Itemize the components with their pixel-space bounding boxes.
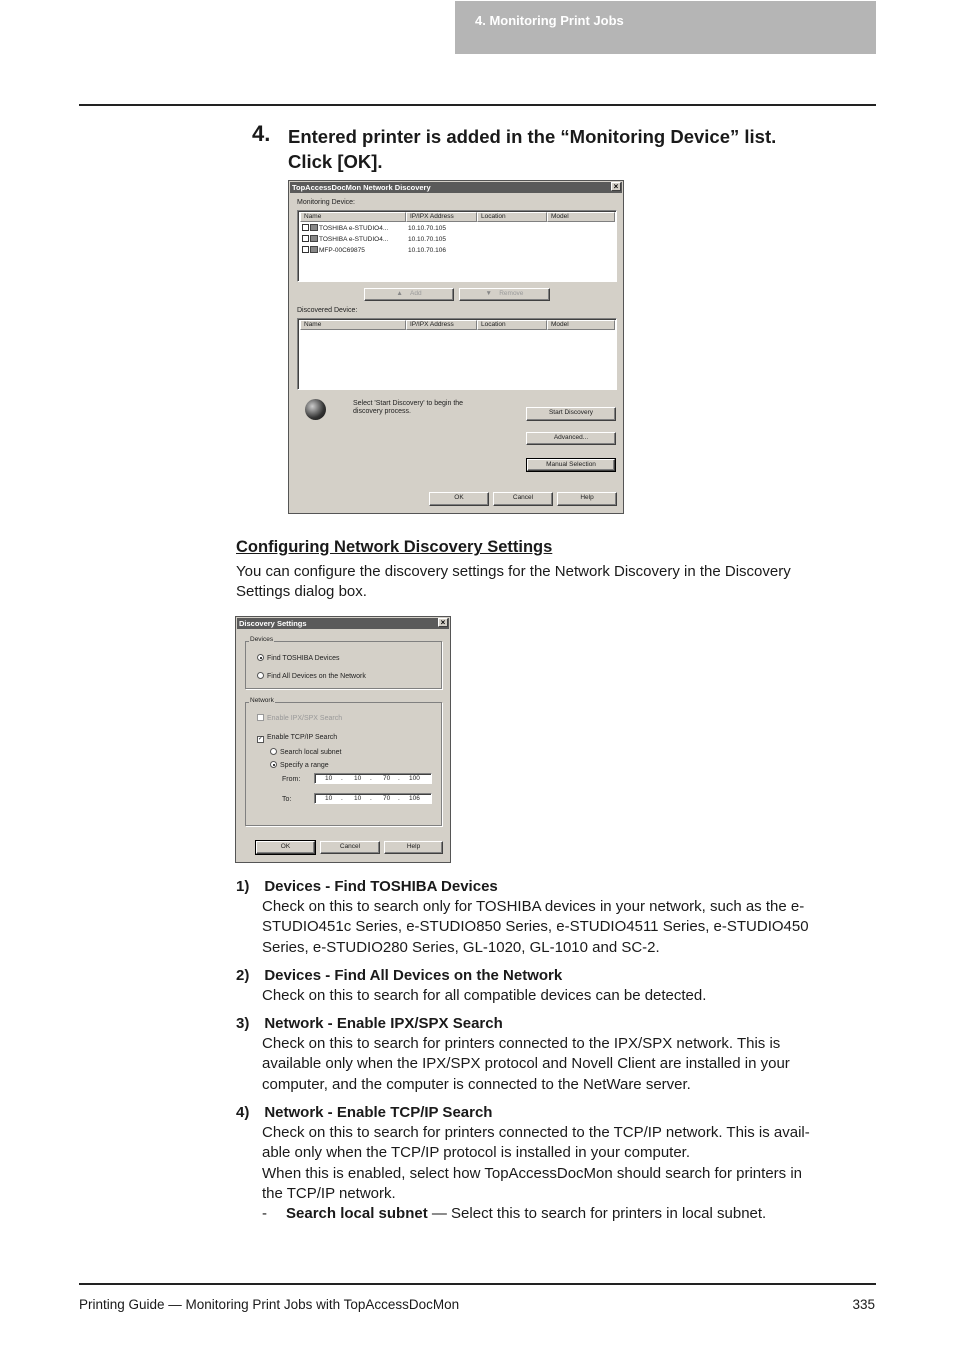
col-name[interactable]: Name [300,212,406,222]
section-intro: You can configure the discovery settings for the Network Discovery in the Discovery Settings dialog box. [236,563,791,601]
col-ip[interactable]: IP/IPX Address [406,320,477,330]
step-line-2: Click [OK]. [288,151,383,172]
section-title: Configuring Network Discovery Settings [236,538,553,556]
monitoring-device-list[interactable] [297,210,617,282]
globe-icon [305,399,326,420]
header-rule [79,104,876,106]
discovered-device-list[interactable] [297,318,617,390]
remove-button[interactable]: ▼ Remove [459,288,550,301]
dialog-title-bar [290,182,622,193]
up-arrow-icon: ▲ [396,290,403,297]
devices-group-label: Devices [250,636,274,643]
dialog-title-bar [237,618,449,629]
search-local-bullet [262,1204,882,1224]
section-tab-label: 4. Monitoring Print Jobs [475,13,624,28]
from-ip-field[interactable]: 10 . 10 . 70 . 100 [314,773,432,784]
row-name: TOSHIBA e-STUDIO4... [319,225,389,232]
item-1-heading: 1) Devices - Find TOSHIBA Devices [236,878,498,895]
col-model[interactable]: Model [547,320,615,330]
find-toshiba-radio[interactable]: Find TOSHIBA Devices [257,654,340,662]
step-text [288,124,868,174]
row-checkbox[interactable] [302,235,309,242]
item-2-heading: 2) Devices - Find All Devices on the Network [236,967,563,984]
help-button[interactable]: Help [557,492,617,506]
printer-icon [310,246,318,253]
down-arrow-icon: ▼ [485,290,492,297]
printer-icon [310,235,318,242]
network-group-label: Network [250,697,274,704]
enable-tcp-checkbox[interactable]: ✓ Enable TCP/IP Search [258,734,338,742]
dialog-title: TopAccessDocMon Network Discovery [292,183,431,192]
find-all-radio[interactable]: Find All Devices on the Network [257,672,366,680]
row-checkbox[interactable] [302,246,309,253]
help-button[interactable]: Help [384,841,443,854]
item-4-body: Check on this to search for printers connected to the TCP/IP network. This is avail- able only when the TCP/IP protocol is installed in your computer. When this is enabled, select how TopAccessDocMon should search for printers in the TCP/IP network. [262,1124,810,1202]
from-label: From: [282,776,301,783]
footer-rule [79,1283,876,1285]
col-ip[interactable]: IP/IPX Address [406,212,477,222]
cancel-button[interactable]: Cancel [493,492,553,506]
close-icon[interactable]: × [611,182,621,191]
item-3-body: Check on this to search for printers connected to the IPX/SPX network. This is available only when the IPX/SPX protocol and Novell Client are installed in your computer, and the computer is connected to the NetWare server. [262,1035,790,1093]
ok-button[interactable]: OK [429,492,489,506]
step-number: 4. [252,121,271,146]
row-name: TOSHIBA e-STUDIO4... [319,236,389,243]
bullet-text: — Select this to search for printers in local subnet. [427,1205,767,1222]
row-ip: 10.10.70.106 [408,247,446,254]
close-icon[interactable]: × [438,618,448,627]
monitoring-device-label: Monitoring Device: [297,199,355,206]
footer-title: Printing Guide — Monitoring Print Jobs with TopAccessDocMon [79,1297,460,1312]
col-location[interactable]: Location [477,212,547,222]
specify-range-radio[interactable]: Specify a range [270,761,329,769]
advanced-button[interactable]: Advanced... [526,432,616,445]
devices-group [245,641,442,689]
row-ip: 10.10.70.105 [408,236,446,243]
search-local-radio[interactable]: Search local subnet [270,748,341,756]
dialog-title: Discovery Settings [239,619,307,628]
table-row[interactable] [302,246,365,256]
row-checkbox[interactable] [302,224,309,231]
table-row[interactable] [302,224,388,234]
checkmark-icon: ✓ [258,736,264,742]
page-number: 335 [852,1297,875,1312]
row-ip: 10.10.70.105 [408,225,446,232]
to-label: To: [282,796,292,803]
row-name: MFP-00C69875 [319,247,365,254]
step-line-1: Entered printer is added in the “Monitoring Device” list. [288,126,777,147]
col-location[interactable]: Location [477,320,547,330]
cancel-button[interactable]: Cancel [320,841,380,854]
discovered-device-label: Discovered Device: [297,307,358,314]
item-2-body: Check on this to search for all compatible devices can be detected. [262,987,707,1004]
discovery-settings-dialog [235,616,451,863]
add-button[interactable]: ▲ Add [364,288,454,301]
item-1-body: Check on this to search only for TOSHIBA devices in your network, such as the e- STUDIO451c Series, e-STUDIO850 Series, e-STUDIO4511 Series, e-STUDIO450 Series, e-STUDIO280 Series, GL-1020, GL-1010 and SC-2. [262,898,809,956]
printer-icon [310,224,318,231]
bullet-bold: Search local subnet [286,1205,428,1222]
item-3-heading: 3) Network - Enable IPX/SPX Search [236,1015,503,1032]
network-discovery-dialog [288,180,624,514]
enable-ipx-checkbox[interactable]: Enable IPX/SPX Search [257,714,342,722]
discovery-status: Select 'Start Discovery' to begin the discovery process. [353,400,464,415]
ok-button[interactable]: OK [256,841,315,854]
bullet-dash: - [262,1205,267,1222]
start-discovery-button[interactable]: Start Discovery [526,407,616,421]
section-tab [455,1,876,54]
table-row[interactable] [302,235,388,245]
item-4-heading: 4) Network - Enable TCP/IP Search [236,1104,493,1121]
col-name[interactable]: Name [300,320,406,330]
col-model[interactable]: Model [547,212,615,222]
to-ip-field[interactable]: 10 . 10 . 70 . 106 [314,793,432,804]
manual-selection-button[interactable]: Manual Selection [527,459,615,471]
